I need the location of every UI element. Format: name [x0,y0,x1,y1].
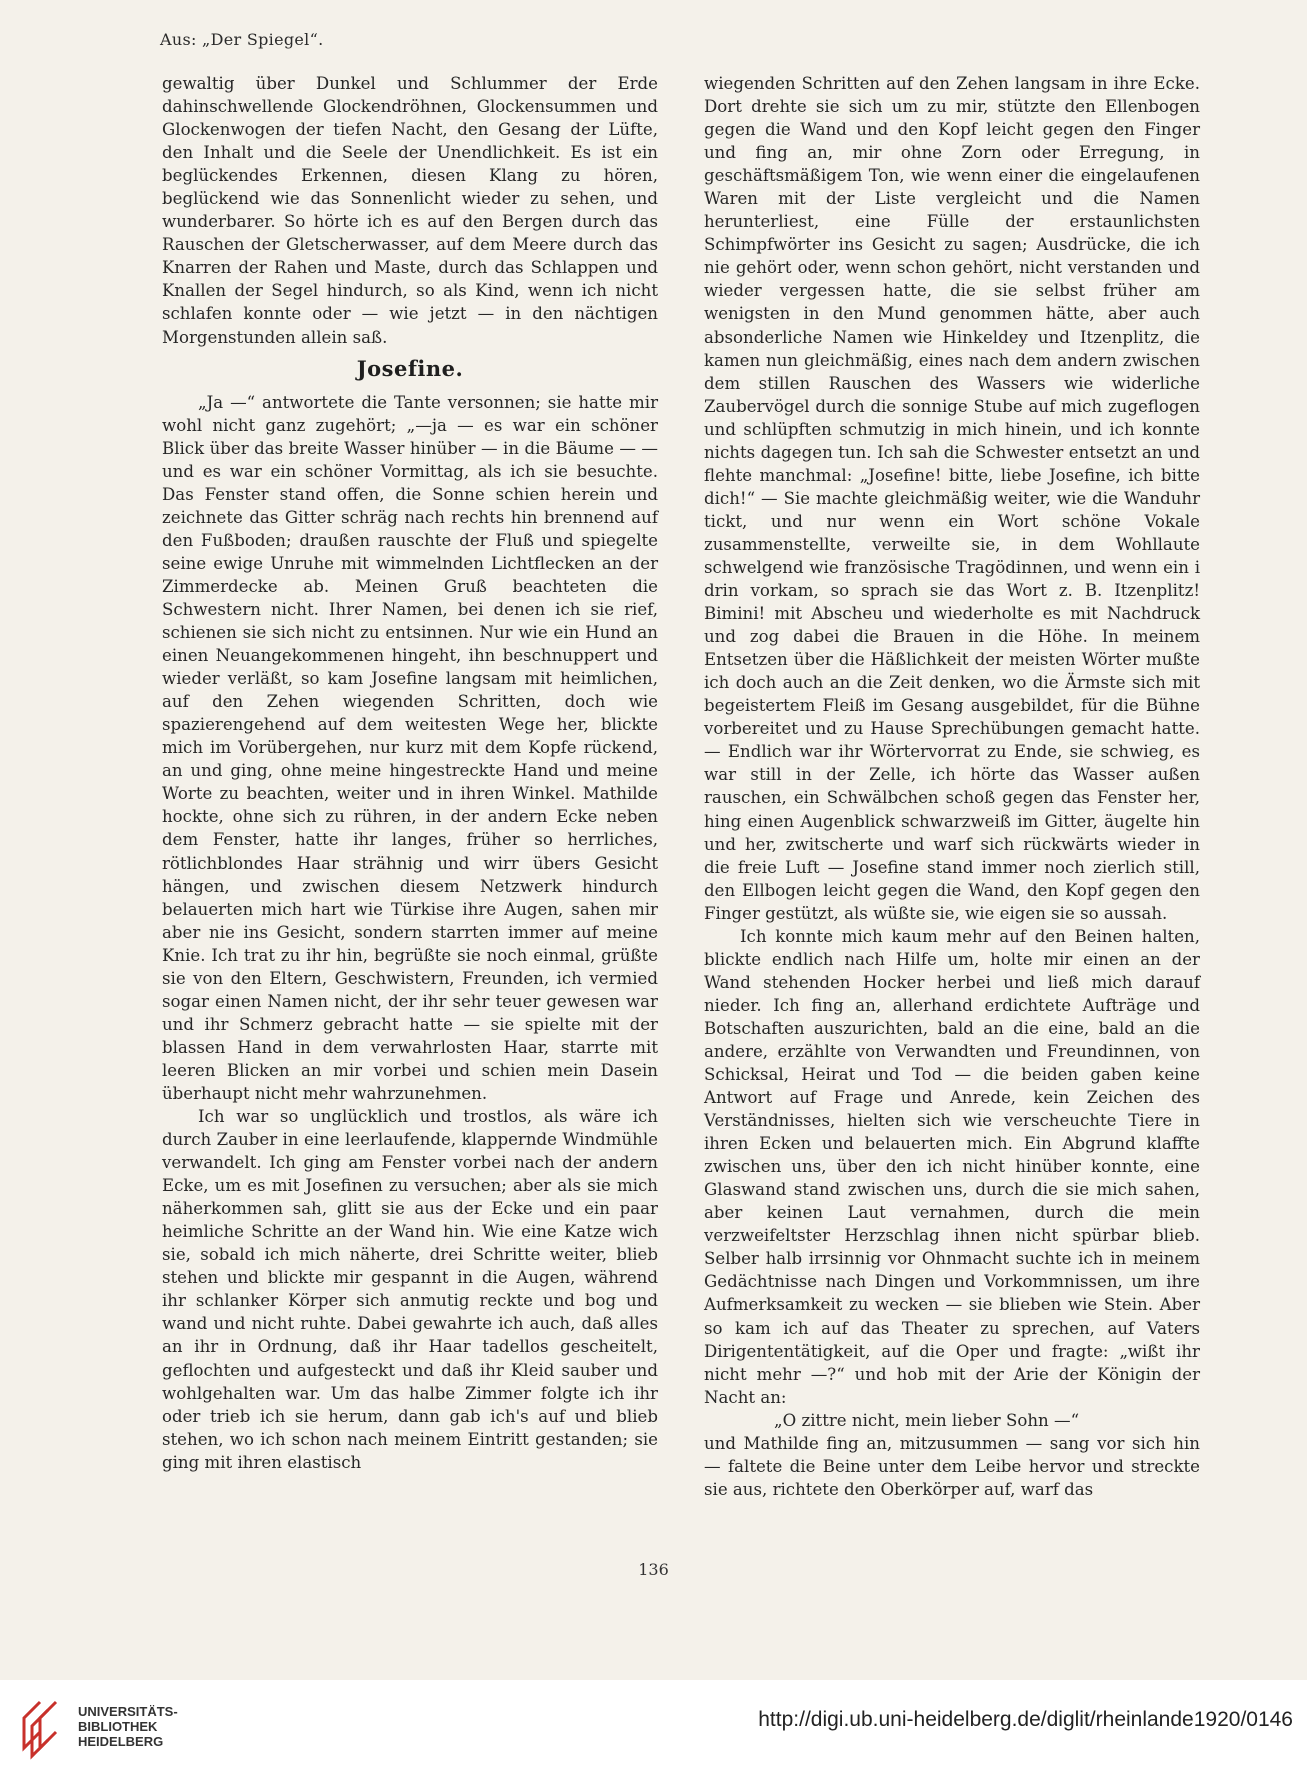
library-name-line: HEIDELBERG [78,1734,164,1749]
paragraph: gewaltig über Dunkel und Schlummer der Erde dahinschwellende Glockendröhnen, Glockensummen und Glockenwogen der tiefen Nacht, den Gesang der Lüfte, den Inhalt und die Seele der Unendlichkeit. Es ist ein beglückendes Erkennen, diesen Klang zu hören, beglückend wie das Sonnenlicht wieder zu sehen, und wunderbarer. So hörte ich es auf den Bergen durch das Rauschen der Gletscherwasser, auf dem Meere durch das Knarren der Rahen und Maste, durch das Schlappen und Knallen der Segel hindurch, so als Kind, wenn ich nicht schlafen konnte oder — wie jetzt — in den nächtigen Morgenstunden allein saß. [162,74,658,347]
page-number: 136 [638,1560,669,1579]
left-column [162,72,658,1474]
paragraph: wiegenden Schritten auf den Zehen langsam in ihre Ecke. Dort drehte sie sich um zu mir, stützte den Ellenbogen gegen die Wand und den Kopf leicht gegen den Finger und fing an, mir ohne Zorn oder Erregung, in geschäftsmäßigem Ton, wie wenn einer die eingelaufenen Waren mit der Liste vergleicht und die Namen herunterliest, eine Fülle der erstaunlichsten Schimpfwörter ins Gesicht zu sagen; Ausdrücke, die ich nie gehört oder, wenn schon gehört, nicht verstanden und wieder vergessen hatte, die sie selbst früher am wenigsten in den Mund genommen hätte, aber auch absonderliche Namen wie Hinkeldey und Itzenplitz, die kamen nun gleichmäßig, eines nach dem andern zwischen dem stillen Rauschen des Wassers wie widerliche Zaubervögel durch die sonnige Stube auf mich zugeflogen und schlüpften schmutzig in mich hinein, und ich konnte nichts dagegen tun. Ich sah die Schwester entsetzt an und flehte manchmal: „Josefine! bitte, liebe Josefine, ich bitte dich!“ — Sie machte gleichmäßig weiter, wie die Wanduhr tickt, und nur wenn ein Wort schöne Vokale zusammenstellte, verweilte sie, in dem Wohllaute schwelgend wie französische Tragödinnen, und wenn ein i drin vorkam, so sprach sie das Wort z. B. Itzenplitz! Bimini! mit Abscheu und wiederholte es mit Nachdruck und zog dabei die Brauen in die Höhe. In meinem Entsetzen über die Häßlichkeit der meisten Wörter mußte ich doch auch an die Zeit denken, wo die Ärmste sich mit begeistertem Fleiß im Gesang ausgebildet, für die Bühne vorbereitet und zu Hause Sprechübungen gemacht hatte. — Endlich war ihr Wörtervorrat zu Ende, sie schwieg, es war still in der Zelle, ich hörte das Wasser außen rauschen, ein Schwälbchen schoß gegen das Fenster her, hing einen Augenblick schwarzweiß im Gitter, äugelte hin und her, zwitscherte und warf sich rückwärts wieder in die freie Luft — Josefine stand immer noch zierlich still, den Ellbogen leicht gegen die Wand, den Kopf gegen den Finger gestützt, als wüßte sie, wie eigen sie so aussah. [704,74,1200,923]
library-name-line: UNIVERSITÄTS- [78,1704,178,1719]
paragraph: Ich war so unglücklich und trostlos, als wäre ich durch Zauber in eine leerlaufende, klappernde Windmühle verwandelt. Ich ging am Fenster vorbei nach der andern Ecke, um es mit Josefinen zu versuchen; aber als sie mich näherkommen sah, glitt sie aus der Ecke und ein paar heimliche Schritte an der Wand hin. Wie eine Katze wich sie, sobald ich mich näherte, drei Schritte weiter, blieb stehen und blickte mir gespannt in die Augen, während ihr schlanker Körper sich anmutig reckte und bog und wand und nicht ruhte. Dabei gewahrte ich auch, daß alles an ihr in Ordnung, daß ihr Haar tadellos gescheitelt, geflochten und aufgesteckt und daß ihr Kleid sauber und wohlgehalten war. Um das halbe Zimmer folgte ich ihr oder trieb ich sie herum, dann gab ich's auf und blieb stehen, wo ich schon nach meinem Eintritt gestanden; sie ging mit ihren elastisch [162,1107,658,1472]
library-name [78,1704,178,1749]
paragraph: und Mathilde fing an, mitzusummen — sang vor sich hin — faltete die Beine unter dem Leibe hervor und streckte sie aus, richtete den Oberkörper auf, warf das [704,1433,1200,1499]
permalink-url[interactable]: http://digi.ub.uni-heidelberg.de/diglit/rheinlande1920/0146 [758,1708,1293,1731]
running-head: Aus: „Der Spiegel“. [160,30,324,49]
library-name-line: BIBLIOTHEK [78,1719,158,1734]
song-line: „O zittre nicht, mein lieber Sohn —“ [774,1410,1080,1430]
footer-bar [0,1680,1307,1775]
paragraph: Ich konnte mich kaum mehr auf den Beinen halten, blickte endlich nach Hilfe um, holte mir einen an der Wand stehenden Hocker herbei und ließ mich darauf nieder. Ich fing an, allerhand erdichtete Aufträge und Botschaften auszurichten, bald an die eine, bald an die andere, erzählte von Verwandten und Freundinnen, von Schicksal, Heirat und Tod — die beiden gaben keine Antwort auf Frage und Anrede, kein Zeichen des Verständnisses, hielten sich wie verscheuchte Tiere in ihren Ecken und belauerten mich. Ein Abgrund klaffte zwischen uns, über den ich nicht hinüber konnte, eine Glaswand stand zwischen uns, durch die sie mich sahen, aber keinen Laut vernahmen, durch die mein verzweifeltster Herzschlag ihnen nicht spürbar blieb. Selber halb irrsinnig vor Ohnmacht suchte ich in meinem Gedächtnisse nach Dingen und Vorkommnissen, um ihre Aufmerksamkeit zu wecken — sie blieben wie Stein. Aber so kam ich auf das Theater zu sprechen, auf Vaters Dirigententätigkeit, auf die Oper und fragte: „wißt ihr nicht mehr —?“ und hob mit der Arie der Königin der Nacht an: [704,926,1200,1407]
paragraph: „Ja —“ antwortete die Tante versonnen; sie hatte mir wohl nicht ganz zugehört; „—ja — es war ein schöner Blick über das breite Wasser hinüber — in die Bäume — — und es war ein schöner Vormittag, als ich sie besuchte. Das Fenster stand offen, die Sonne schien herein und zeichnete das Gitter schräg nach rechts hin brennend auf den Fußboden; draußen rauschte der Fluß und spiegelte seine ewige Unruhe mit wimmelnden Lichtflecken an der Zimmerdecke ab. Meinen Gruß beachteten die Schwestern nicht. Ihrer Namen, bei denen ich sie rief, schienen sie sich nicht zu entsinnen. Nur wie ein Hund an einen Neuangekommenen hingeht, ihn beschnuppert und wieder verläßt, so kam Josefine langsam mit heimlichen, auf den Zehen wiegenden Schritten, doch wie spazierengehend auf dem weitesten Wege her, blickte mich im Vorübergehen, nur kurz mit dem Kopfe rückend, an und ging, ohne meine hingestreckte Hand und meine Worte zu beachten, weiter und in ihren Winkel. Mathilde hockte, ohne sich zu rühren, in der andern Ecke neben dem Fenster, hatte ihr langes, früher so herrliches, rötlichblondes Haar strähnig und wirr übers Gesicht hängen, und zwischen diesem Netzwerk hindurch belauerten mich hart wie Türkise ihre Augen, sahen mir aber nie ins Gesicht, sondern starrten immer auf meine Knie. Ich trat zu ihr hin, begrüßte sie noch einmal, grüßte sie von den Eltern, Geschwistern, Freunden, ich vermied sogar einen Namen nicht, der ihr sehr teuer gewesen war und ihr Schmerz gebracht hatte — sie spielte mit der blassen Hand in dem verwahrlosten Haar, starrte mit leeren Blicken an mir vorbei und schien mein Dasein überhaupt nicht mehr wahrzunehmen. [162,392,658,1103]
library-logo-icon [18,1698,68,1760]
section-heading: Josefine. [356,355,464,381]
right-column [704,72,1200,1501]
